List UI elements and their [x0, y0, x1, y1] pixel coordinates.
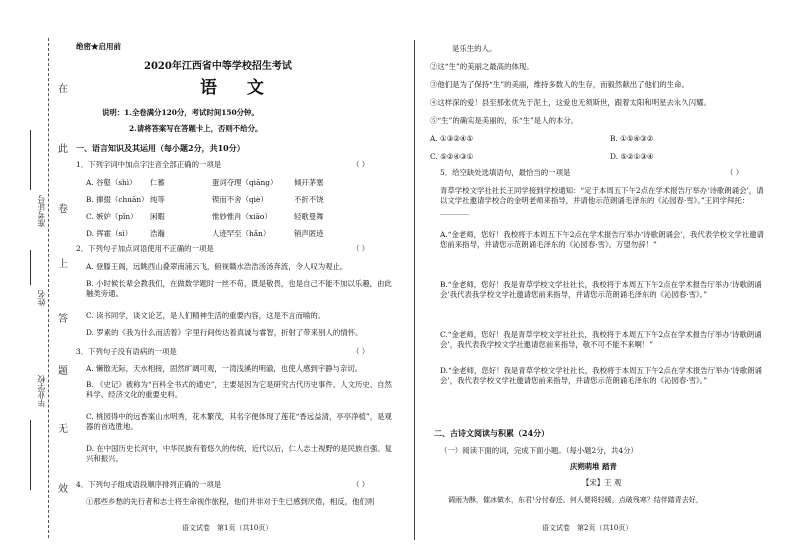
- q4-sentence-1: ①那些乡愁的先行者和志士将生命视作旅程，他们并非对于生已感到厌倦，相反，他们则: [86, 497, 375, 506]
- q1-option-cell: 蛋词夺理（qiāng）: [212, 178, 278, 187]
- page-divider: [414, 40, 415, 540]
- binding-char: 效: [58, 484, 68, 495]
- binding-char: 上: [58, 259, 68, 270]
- subsection-1-instructions: （一）阅读下面的词，完成下面小题。（每小题2分，共4分）: [440, 446, 638, 455]
- question-4: 4．下列句子组成语段顺序排列正确的一项是: [76, 480, 222, 489]
- exam-number-line: [30, 130, 31, 190]
- q5-option-b: B.“金老师，您好！我是青草学校文学社社长，我校将于本周五下午2点在学术报告厅举办‘诗歌朗诵会’我代表我学校文学社邀请您前来指导，并请您示范朗诵毛泽东的《沁园春·雪》。”: [440, 280, 762, 299]
- secret-label: 绝密★启用前: [76, 42, 121, 51]
- q4-option-b: B. ①⑤④③②: [610, 134, 654, 143]
- q3-option-c: C. 桃园得中的远香案山水明秀，花木繁茂，其名字便体现了莲花“香远益清，亭亭净植”，是观器的首选胜地。: [86, 412, 392, 431]
- binding-char: 此: [58, 144, 68, 155]
- q1-option-cell: 锲而不舍（qiè）: [212, 195, 268, 204]
- poem-author: 【宋】王 观: [582, 478, 622, 487]
- poem-title: 庆朔萌堆 踏青: [570, 462, 617, 471]
- q2-option-a: A. 登滕王阁，远眺西山叠翠南浦云飞，俯视赣水浩浩汤汤奔流，令人叹为观止。: [86, 262, 348, 271]
- q5-option-a: A.“金老师，您好！我校将于本周五下午2点在学术报告厅举办‘诗歌朗诵会’，我代表学校文学社邀请您前来指导，并请您示范朗诵毛泽东的《沁园春·雪》。万望勿辞！”: [440, 230, 764, 249]
- q1-option-cell: 闲暇: [150, 212, 165, 221]
- q4-sentence-1-cont: 是乐生的人。: [452, 44, 497, 53]
- q1-option-cell: 人迹罕至（hǎn）: [212, 229, 271, 238]
- q1-option-cell: A. 谷壑（shì）: [86, 178, 137, 187]
- page-2: [430, 0, 775, 560]
- q4-sentence-5: ⑤“生”的确实是美丽的，乐“生”是人的本分。: [430, 116, 579, 125]
- q1-option-cell: 惟妙惟肖（xiāo）: [212, 212, 272, 221]
- q1-option-cell: 销声匿迹: [294, 229, 324, 238]
- q4-option-c: C. ⑤②④③①: [430, 152, 474, 161]
- note-2: 2.请将答案写在答题卡上，否则不给分。: [129, 124, 263, 133]
- binding-char: 卷: [58, 204, 68, 215]
- q1-option-cell: 仁蓄: [150, 178, 165, 187]
- q3-option-d: D. 在中国历史长河中，中华民族有着悠久的传统，近代以后，仁人志士视野的是民族自强、复兴和振兴。: [86, 444, 392, 463]
- q1-option-cell: 纯等: [150, 195, 165, 204]
- binding-char: 在: [58, 84, 68, 95]
- answer-paren: （ ）: [352, 160, 370, 169]
- q1-option-cell: D. 挥霍（sì）: [86, 229, 133, 238]
- q4-sentence-3: ③他们是为了保持“生”的美丽，维持多数人的生存，而毅然献出了他们的生命。: [430, 80, 689, 89]
- q3-option-a: A. 懒散无际，天水相接，固然旷阔可观，一湾浅溪的明澈，也使人感到宇静与亲切。: [86, 364, 363, 373]
- question-5: 5．给空缺处选填语句，最恰当的一项是: [440, 168, 571, 177]
- name-label: 姓名: [37, 290, 46, 306]
- answer-paren: （ ）: [352, 480, 370, 489]
- answer-paren: （ ）: [352, 244, 370, 253]
- q1-option-cell: 不折不饶: [294, 195, 324, 204]
- binding-char: 题: [58, 366, 68, 377]
- q1-option-cell: 倾开茅塞: [294, 178, 324, 187]
- school-line: [30, 420, 31, 490]
- q2-option-c: C. 读书同学，谈文论艺，是人们精神生活的重要内容，这是不言而喻的。: [86, 311, 326, 320]
- q1-option-cell: 浩瀚: [150, 229, 165, 238]
- q5-option-d: D.“金老师，您好！我是青草学校文学社社长，我校将于本周五下午2点在学术报告厅举办‘诗歌朗诵会’，我代表学校文学社邀请您前来指导，并请您示范朗诵毛泽东的《沁园春·雪》。”: [440, 366, 762, 385]
- question-1: 1．下列字词中加点字注音全部正确的一项是: [76, 160, 222, 169]
- q1-option-cell: C. 嫉妒（pǐn）: [86, 212, 138, 221]
- page-1-footer: 语文试卷 第1页（共10页）: [182, 524, 273, 532]
- q5-passage: 青草学校文学社社长王同学接到学校通知：“定于本周五下午2点在学术报告厅举办‘诗歌朗诵会’，请以文学社邀请学校合的金明老师来指导，并请他示范朗诵毛泽东的《沁园春·雪》。”王同学拜托：________: [440, 186, 764, 215]
- school-label: 毕业学校: [37, 375, 46, 407]
- q1-option-cell: B. 撺掇（chuān）: [86, 195, 149, 204]
- question-2: 2．下列句子加点词语使用不正确的一项是: [76, 244, 214, 253]
- binding-dashed-line: [48, 38, 49, 538]
- q3-option-b: B. 《史记》被称为“百科全书式的通史”，主要是因为它是研究古代历史事件、人文历史、自然科学、经济文化的重要史料。: [86, 380, 392, 399]
- q2-option-d: D. 罗素的《我为什么而活着》字里行间传达着真诚与睿智，折射了带来别人的情怀。: [86, 328, 363, 337]
- binding-strip: [0, 0, 68, 560]
- question-3: 3．下列句子没有语病的一项是: [76, 347, 177, 356]
- section-1-heading: 一、语言知识及其运用（每小题2分，共10分）: [76, 143, 245, 153]
- exam-number-label: 准考证号: [37, 195, 46, 227]
- exam-title: 2020年江西省中等学校招生考试: [144, 61, 292, 72]
- note-1: 说明：1.全卷满分120分，考试时间150分钟。: [102, 108, 259, 117]
- page-2-footer: 语文试卷 第2页（共10页）: [542, 524, 633, 532]
- subject-title: 语 文: [200, 78, 276, 98]
- q5-option-c: C.“金老师，您好！我是青草学校文学社社长，我校将于本周五下午2点在学术报告厅举办‘诗歌朗诵会’，我代表我学校文学社邀请您前来指导，敬不可不能不来啊！”: [440, 330, 762, 349]
- binding-char: 答: [58, 314, 68, 325]
- q4-sentence-4: ④这样深的爱！县至那张优先于泥土，这爱也无须斯世，跟着太阳和明星去永久闪耀。: [430, 98, 711, 107]
- q4-option-a: A. ①③②④⑤: [430, 134, 474, 143]
- q1-option-cell: 轻歌曼舞: [294, 212, 324, 221]
- name-line: [30, 250, 31, 285]
- q4-option-d: D. ⑤②①③④: [610, 152, 654, 161]
- binding-char: 无: [58, 424, 68, 435]
- q2-option-b: B. 小时候长辈会教我们，在做数学题时一丝不苟，既是敬畏，也是自己不能不加以乐趣，由此触类旁通。: [86, 279, 392, 298]
- page-1: [72, 0, 402, 560]
- answer-paren: （ ）: [726, 168, 744, 177]
- section-2-heading: 二、古诗文阅读与积累（24分）: [434, 428, 550, 438]
- poem-line-1: 调雨为酥，催冰做水，东君¹分付春还。何人便将轻暖，点破残寒？结伴踏青去好，: [448, 496, 703, 504]
- answer-paren: （ ）: [352, 347, 370, 356]
- q4-sentence-2: ②这“生”的美丽之最高的体现。: [430, 62, 534, 71]
